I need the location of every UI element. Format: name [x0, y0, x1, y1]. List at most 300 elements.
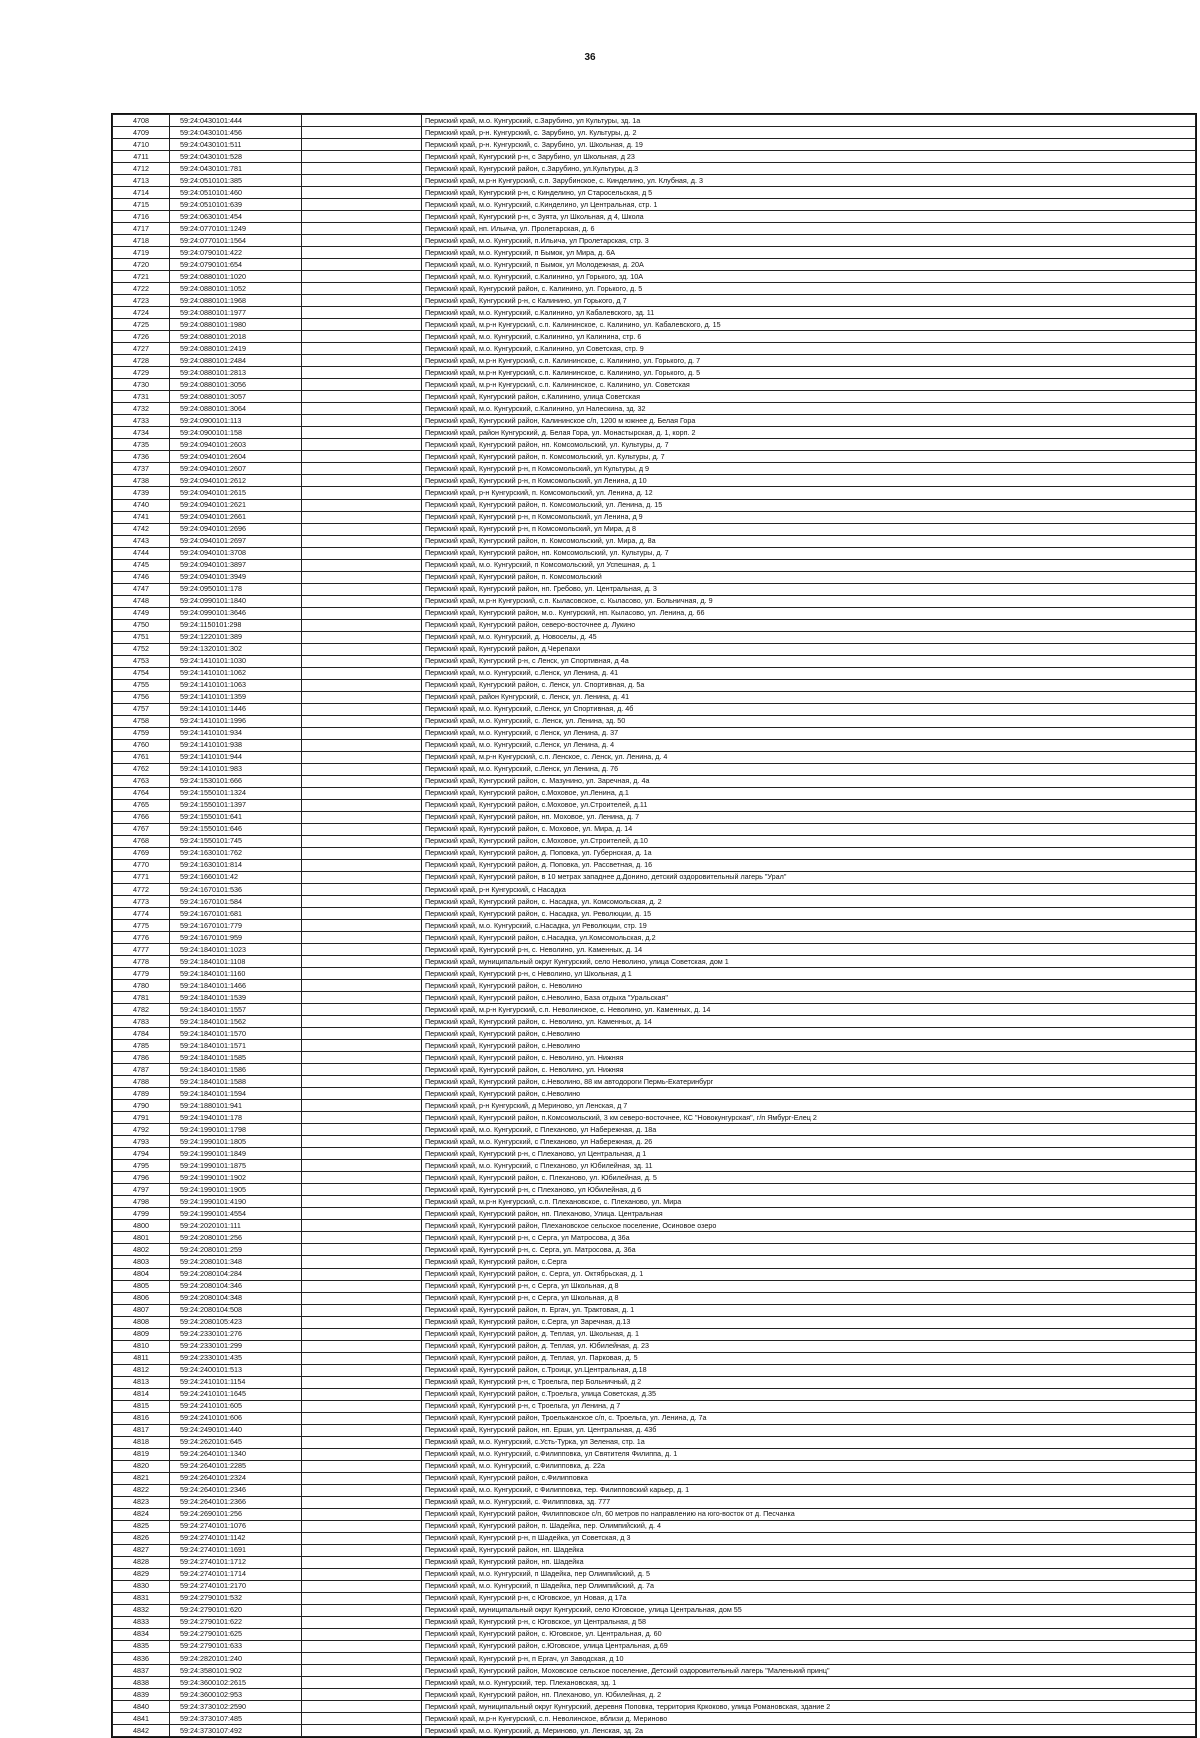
row-number-cell: 4731 [113, 391, 170, 403]
cadastral-number-cell: 59:24:1840101:1466 [170, 980, 302, 992]
cadastral-number-cell: 59:24:2020101:111 [170, 1220, 302, 1232]
cadastral-number-cell: 59:24:1880101:941 [170, 1100, 302, 1112]
address-cell: Пермский край, муниципальный округ Кунгурский, село Неволино, улица Советская, дом 1 [422, 956, 1196, 968]
row-number-cell: 4718 [113, 235, 170, 247]
table-row [113, 343, 1196, 355]
empty-cell [302, 1328, 422, 1340]
empty-cell [302, 571, 422, 583]
table-row [113, 1292, 1196, 1304]
cadastral-number-cell: 59:24:2080101:259 [170, 1244, 302, 1256]
row-number-cell: 4724 [113, 307, 170, 319]
cadastral-number-cell: 59:24:1550101:1324 [170, 787, 302, 799]
cadastral-number-cell: 59:24:0430101:444 [170, 115, 302, 127]
cadastral-number-cell: 59:24:0880101:2419 [170, 343, 302, 355]
address-cell: Пермский край, Кунгурский район, с.Филипповка [422, 1472, 1196, 1484]
table-row [113, 1689, 1196, 1701]
empty-cell [302, 643, 422, 655]
table-row [113, 127, 1196, 139]
row-number-cell: 4838 [113, 1677, 170, 1689]
row-number-cell: 4785 [113, 1040, 170, 1052]
cadastral-number-cell: 59:24:2490101:440 [170, 1424, 302, 1436]
table-row [113, 992, 1196, 1004]
empty-cell [302, 1340, 422, 1352]
cadastral-number-cell: 59:24:1320101:302 [170, 643, 302, 655]
address-cell: Пермский край, нп. Ильича, ул. Пролетарская, д. 6 [422, 223, 1196, 235]
address-cell: Пермский край, Кунгурский район, нп. Плеханово, Улица. Центральная [422, 1208, 1196, 1220]
table-row [113, 799, 1196, 811]
empty-cell [302, 1364, 422, 1376]
row-number-cell: 4798 [113, 1196, 170, 1208]
row-number-cell: 4770 [113, 859, 170, 871]
empty-cell [302, 1592, 422, 1604]
cadastral-number-cell: 59:24:2640101:1340 [170, 1448, 302, 1460]
address-cell: Пермский край, Кунгурский район, д. Теплая, ул. Юбилейная, д. 23 [422, 1340, 1196, 1352]
address-cell: Пермский край, м.о. Кунгурский, с.Усть-Турка, ул Зеленая, стр. 1а [422, 1436, 1196, 1448]
table-row [113, 811, 1196, 823]
empty-cell [302, 1520, 422, 1532]
cadastral-number-cell: 59:24:0940101:3949 [170, 571, 302, 583]
address-cell: Пермский край, Кунгурский район, нп. Шадейка [422, 1556, 1196, 1568]
empty-cell [302, 235, 422, 247]
table-row [113, 715, 1196, 727]
cadastral-number-cell: 59:24:1410101:983 [170, 763, 302, 775]
address-cell: Пермский край, Кунгурский район, с. Насадка, ул. Революции, д. 15 [422, 908, 1196, 920]
address-cell: Пермский край, Кунгурский район, п. Ергач, ул. Трактовая, д. 1 [422, 1304, 1196, 1316]
empty-cell [302, 1556, 422, 1568]
address-cell: Пермский край, р-н Кунгурский, п. Комсомольский, ул. Ленина, д. 12 [422, 487, 1196, 499]
address-cell: Пермский край, м.о. Кунгурский, с Плеханово, ул Набережная, д. 26 [422, 1136, 1196, 1148]
cadastral-number-cell: 59:24:3730107:485 [170, 1713, 302, 1725]
cadastral-number-cell: 59:24:2410101:605 [170, 1400, 302, 1412]
empty-cell [302, 211, 422, 223]
row-number-cell: 4804 [113, 1268, 170, 1280]
row-number-cell: 4753 [113, 655, 170, 667]
cadastral-number-cell: 59:24:1940101:178 [170, 1112, 302, 1124]
table-row [113, 367, 1196, 379]
table-row [113, 211, 1196, 223]
empty-cell [302, 980, 422, 992]
row-number-cell: 4767 [113, 823, 170, 835]
table-row [113, 259, 1196, 271]
empty-cell [302, 920, 422, 932]
address-cell: Пермский край, Кунгурский район, д. Поповка, ул. Рассветная, д. 16 [422, 859, 1196, 871]
empty-cell [302, 799, 422, 811]
address-cell: Пермский край, Кунгурский р-н, п Комсомольский, ул Ленина, д 9 [422, 511, 1196, 523]
row-number-cell: 4719 [113, 247, 170, 259]
empty-cell [302, 1640, 422, 1652]
cadastral-number-cell: 59:24:2790101:532 [170, 1592, 302, 1604]
empty-cell [302, 175, 422, 187]
cadastral-number-cell: 59:24:0880101:3057 [170, 391, 302, 403]
row-number-cell: 4808 [113, 1316, 170, 1328]
table-row [113, 1412, 1196, 1424]
table-row [113, 247, 1196, 259]
cadastral-number-cell: 59:24:1990101:1798 [170, 1124, 302, 1136]
cadastral-number-cell: 59:24:3600102:953 [170, 1689, 302, 1701]
table-row [113, 1280, 1196, 1292]
table-row [113, 896, 1196, 908]
empty-cell [302, 523, 422, 535]
cadastral-number-cell: 59:24:0950101:178 [170, 583, 302, 595]
empty-cell [302, 703, 422, 715]
row-number-cell: 4794 [113, 1148, 170, 1160]
address-cell: Пермский край, м.о. Кунгурский, с.Калинино, ул Калинина, стр. 6 [422, 331, 1196, 343]
row-number-cell: 4829 [113, 1568, 170, 1580]
empty-cell [302, 307, 422, 319]
table-row [113, 787, 1196, 799]
row-number-cell: 4727 [113, 343, 170, 355]
table-row [113, 1713, 1196, 1725]
table-row [113, 763, 1196, 775]
row-number-cell: 4754 [113, 667, 170, 679]
row-number-cell: 4728 [113, 355, 170, 367]
cadastral-number-cell: 59:24:0880101:1968 [170, 295, 302, 307]
empty-cell [302, 715, 422, 727]
row-number-cell: 4775 [113, 920, 170, 932]
table-row [113, 535, 1196, 547]
address-cell: Пермский край, Кунгурский район, нп. Комсомольский, ул. Культуры, д. 7 [422, 547, 1196, 559]
address-cell: Пермский край, Кунгурский район, с.Моховое, ул.Строителей, д.11 [422, 799, 1196, 811]
address-cell: Пермский край, м.о. Кунгурский, с. Ленск, ул. Ленина, зд. 50 [422, 715, 1196, 727]
table-row [113, 1424, 1196, 1436]
row-number-cell: 4734 [113, 427, 170, 439]
address-cell: Пермский край, Кунгурский р-н, с Серга, ул Матросова, д 36а [422, 1232, 1196, 1244]
address-cell: Пермский край, Кунгурский район, Филипповское с/п, 60 метров по направлению на юго-восток от д. Песчанка [422, 1508, 1196, 1520]
table-row [113, 1112, 1196, 1124]
address-cell: Пермский край, Кунгурский р-н, с Троельга, пер Больничный, д 2 [422, 1376, 1196, 1388]
table-row [113, 1400, 1196, 1412]
row-number-cell: 4763 [113, 775, 170, 787]
cadastral-number-cell: 59:24:1990101:1849 [170, 1148, 302, 1160]
address-cell: Пермский край, Кунгурский район, в 10 метрах западнее д.Донино, детский оздоровительный лагерь "Урал" [422, 871, 1196, 883]
empty-cell [302, 127, 422, 139]
cadastral-number-cell: 59:24:2740101:1691 [170, 1544, 302, 1556]
address-cell: Пермский край, м.о. Кунгурский, с.Калинино, ул Советская, стр. 9 [422, 343, 1196, 355]
address-cell: Пермский край, м.о. Кунгурский, с.Кинделино, ул Центральная, стр. 1 [422, 199, 1196, 211]
address-cell: Пермский край, Кунгурский район, нп. Комсомольский, ул. Культуры, д. 7 [422, 439, 1196, 451]
table-row [113, 932, 1196, 944]
row-number-cell: 4744 [113, 547, 170, 559]
address-cell: Пермский край, р-н Кунгурский, д Мериново, ул Ленская, д 7 [422, 1100, 1196, 1112]
empty-cell [302, 247, 422, 259]
table-row [113, 1220, 1196, 1232]
cadastral-number-cell: 59:24:2790101:620 [170, 1604, 302, 1616]
empty-cell [302, 271, 422, 283]
cadastral-number-cell: 59:24:0510101:460 [170, 187, 302, 199]
row-number-cell: 4712 [113, 163, 170, 175]
empty-cell [302, 1100, 422, 1112]
address-cell: Пермский край, Кунгурский р-н, п Комсомольский, ул Культуры, д 9 [422, 463, 1196, 475]
table-row [113, 1653, 1196, 1665]
empty-cell [302, 187, 422, 199]
address-cell: Пермский край, Кунгурский р-н, с Плеханово, ул Центральная, д 1 [422, 1148, 1196, 1160]
address-cell: Пермский край, Кунгурский р-н, с Плеханово, ул Юбилейная, д 6 [422, 1184, 1196, 1196]
row-number-cell: 4736 [113, 451, 170, 463]
address-cell: Пермский край, Кунгурский район, м.о.. Кунгурский, нп. Кыласово, ул. Ленина, д. 66 [422, 607, 1196, 619]
row-number-cell: 4817 [113, 1424, 170, 1436]
address-cell: Пермский край, р-н Кунгурский, с Насадка [422, 884, 1196, 896]
row-number-cell: 4824 [113, 1508, 170, 1520]
cadastral-number-cell: 59:24:1220101:389 [170, 631, 302, 643]
row-number-cell: 4768 [113, 835, 170, 847]
table-row [113, 655, 1196, 667]
row-number-cell: 4750 [113, 619, 170, 631]
table-row [113, 775, 1196, 787]
row-number-cell: 4788 [113, 1076, 170, 1088]
empty-cell [302, 1568, 422, 1580]
empty-cell [302, 1004, 422, 1016]
empty-cell [302, 451, 422, 463]
empty-cell [302, 1388, 422, 1400]
empty-cell [302, 1208, 422, 1220]
row-number-cell: 4837 [113, 1665, 170, 1677]
row-number-cell: 4827 [113, 1544, 170, 1556]
cadastral-number-cell: 59:24:1840101:1586 [170, 1064, 302, 1076]
row-number-cell: 4723 [113, 295, 170, 307]
empty-cell [302, 1256, 422, 1268]
table-row [113, 1028, 1196, 1040]
address-cell: Пермский край, муниципальный округ Кунгурский, деревня Поповка, территория Кркоково, улица Романовская, здание 2 [422, 1701, 1196, 1713]
row-number-cell: 4811 [113, 1352, 170, 1364]
cadastral-number-cell: 59:24:0510101:385 [170, 175, 302, 187]
cadastral-number-cell: 59:24:1550101:1397 [170, 799, 302, 811]
table-row [113, 703, 1196, 715]
row-number-cell: 4809 [113, 1328, 170, 1340]
table-row [113, 1628, 1196, 1640]
empty-cell [302, 908, 422, 920]
table-row [113, 607, 1196, 619]
row-number-cell: 4756 [113, 691, 170, 703]
cadastral-number-cell: 59:24:1410101:1062 [170, 667, 302, 679]
address-cell: Пермский край, Кунгурский район, с. Юговское, ул. Центральная, д. 60 [422, 1628, 1196, 1640]
address-cell: Пермский край, Кунгурский район, с.Неволино [422, 1088, 1196, 1100]
empty-cell [302, 1496, 422, 1508]
address-cell: Пермский край, Кунгурский район, с.Серга, ул Заречная, д.13 [422, 1316, 1196, 1328]
cadastral-number-cell: 59:24:0940101:3708 [170, 547, 302, 559]
address-cell: Пермский край, Кунгурский район, с. Мазунино, ул. Заречная, д. 4а [422, 775, 1196, 787]
address-cell: Пермский край, м.о. Кунгурский, п Шадейка, пер Олимпийский, д. 5 [422, 1568, 1196, 1580]
address-cell: Пермский край, м.о. Кунгурский, с.Калинино, ул Горького, зд. 10А [422, 271, 1196, 283]
address-cell: Пермский край, Кунгурский район, Плехановское сельское поселение, Осиновое озеро [422, 1220, 1196, 1232]
cadastral-number-cell: 59:24:1150101:298 [170, 619, 302, 631]
row-number-cell: 4781 [113, 992, 170, 1004]
address-cell: Пермский край, м.о. Кунгурский, д. Новоселы, д. 45 [422, 631, 1196, 643]
address-cell: Пермский край, район Кунгурский, д. Белая Гора, ул. Монастырская, д. 1, корп. 2 [422, 427, 1196, 439]
address-cell: Пермский край, Кунгурский район, с.Моховое, ул.Строителей, д.10 [422, 835, 1196, 847]
address-cell: Пермский край, Кунгурский район, с.Насадка, ул.Комсомольская, д.2 [422, 932, 1196, 944]
empty-cell [302, 896, 422, 908]
address-cell: Пермский край, м.о. Кунгурский, с.Ленск, ул Ленина, д. 76 [422, 763, 1196, 775]
table-row [113, 1532, 1196, 1544]
cadastral-number-cell: 59:24:1410101:1996 [170, 715, 302, 727]
row-number-cell: 4832 [113, 1604, 170, 1616]
table-row [113, 1208, 1196, 1220]
empty-cell [302, 1184, 422, 1196]
row-number-cell: 4737 [113, 463, 170, 475]
address-cell: Пермский край, Кунгурский р-н, п Ергач, ул Заводская, д 10 [422, 1653, 1196, 1665]
row-number-cell: 4761 [113, 751, 170, 763]
address-cell: Пермский край, муниципальный округ Кунгурский, село Юговское, улица Центральная, дом 55 [422, 1604, 1196, 1616]
cadastral-number-cell: 59:24:2080104:508 [170, 1304, 302, 1316]
row-number-cell: 4797 [113, 1184, 170, 1196]
empty-cell [302, 1508, 422, 1520]
row-number-cell: 4786 [113, 1052, 170, 1064]
table-row [113, 1232, 1196, 1244]
empty-cell [302, 1484, 422, 1496]
row-number-cell: 4747 [113, 583, 170, 595]
table-row [113, 403, 1196, 415]
empty-cell [302, 487, 422, 499]
cadastral-number-cell: 59:24:0880101:1980 [170, 319, 302, 331]
row-number-cell: 4830 [113, 1580, 170, 1592]
cadastral-number-cell: 59:24:1840101:1539 [170, 992, 302, 1004]
empty-cell [302, 1436, 422, 1448]
address-cell: Пермский край, Кунгурский район, д. Теплая, ул. Школьная, д. 1 [422, 1328, 1196, 1340]
empty-cell [302, 1052, 422, 1064]
table-row [113, 139, 1196, 151]
table-row [113, 175, 1196, 187]
empty-cell [302, 751, 422, 763]
address-cell: Пермский край, Кунгурский район, с. Ленск, ул. Спортивная, д. 5а [422, 679, 1196, 691]
empty-cell [302, 871, 422, 883]
cadastral-number-cell: 59:24:1840101:1108 [170, 956, 302, 968]
cadastral-number-cell: 59:24:0630101:454 [170, 211, 302, 223]
empty-cell [302, 1653, 422, 1665]
address-cell: Пермский край, м.о. Кунгурский, п.Ильича, ул Пролетарская, стр. 3 [422, 235, 1196, 247]
address-cell: Пермский край, Кунгурский район, п. Шадейка, пер. Олимпийский, д. 4 [422, 1520, 1196, 1532]
address-cell: Пермский край, м.о. Кунгурский, с.Ленск, ул Ленина, д. 4 [422, 739, 1196, 751]
row-number-cell: 4833 [113, 1616, 170, 1628]
empty-cell [302, 1713, 422, 1725]
address-cell: Пермский край, м.о. Кунгурский, с.Филипповка, ул Святителя Филиппа, д. 1 [422, 1448, 1196, 1460]
row-number-cell: 4823 [113, 1496, 170, 1508]
row-number-cell: 4742 [113, 523, 170, 535]
table-row [113, 871, 1196, 883]
cadastral-number-cell: 59:24:2740101:1142 [170, 1532, 302, 1544]
table-row [113, 847, 1196, 859]
table-row [113, 1268, 1196, 1280]
empty-cell [302, 607, 422, 619]
empty-cell [302, 1196, 422, 1208]
address-cell: Пермский край, Кунгурский р-н, с. Серга, ул. Матросова, д. 36а [422, 1244, 1196, 1256]
cadastral-number-cell: 59:24:2640101:2285 [170, 1460, 302, 1472]
cadastral-number-cell: 59:24:1990101:1875 [170, 1160, 302, 1172]
address-cell: Пермский край, м.о. Кунгурский, п Комсомольский, ул Успешная, д. 1 [422, 559, 1196, 571]
row-number-cell: 4715 [113, 199, 170, 211]
empty-cell [302, 1016, 422, 1028]
row-number-cell: 4749 [113, 607, 170, 619]
empty-cell [302, 295, 422, 307]
empty-cell [302, 1544, 422, 1556]
table-row [113, 1328, 1196, 1340]
address-cell: Пермский край, м.о. Кунгурский, с Филипповка, тер. Филипповский карьер, д. 1 [422, 1484, 1196, 1496]
table-row [113, 1352, 1196, 1364]
empty-cell [302, 475, 422, 487]
address-cell: Пермский край, Кунгурский р-н, п Комсомольский, ул Мира, д 8 [422, 523, 1196, 535]
address-cell: Пермский край, Кунгурский р-н, п Комсомольский, ул Ленина, д 10 [422, 475, 1196, 487]
address-cell: Пермский край, Кунгурский район, с. Неволино, ул. Нижняя [422, 1064, 1196, 1076]
table-row [113, 1016, 1196, 1028]
cadastral-number-cell: 59:24:2080104:346 [170, 1280, 302, 1292]
cadastral-number-cell: 59:24:0940101:2696 [170, 523, 302, 535]
row-number-cell: 4713 [113, 175, 170, 187]
cadastral-number-cell: 59:24:2330101:435 [170, 1352, 302, 1364]
table-row [113, 884, 1196, 896]
empty-cell [302, 331, 422, 343]
empty-cell [302, 439, 422, 451]
row-number-cell: 4779 [113, 968, 170, 980]
empty-cell [302, 223, 422, 235]
cadastral-number-cell: 59:24:3580101:902 [170, 1665, 302, 1677]
row-number-cell: 4814 [113, 1388, 170, 1400]
empty-cell [302, 1628, 422, 1640]
row-number-cell: 4820 [113, 1460, 170, 1472]
empty-cell [302, 667, 422, 679]
cadastral-number-cell: 59:24:1840101:1571 [170, 1040, 302, 1052]
table-row [113, 1052, 1196, 1064]
row-number-cell: 4840 [113, 1701, 170, 1713]
address-cell: Пермский край, м.р-н Кунгурский, с.п. Плехановское, с. Плеханово, ул. Мира [422, 1196, 1196, 1208]
table-row [113, 1568, 1196, 1580]
cadastral-number-cell: 59:24:1840101:1557 [170, 1004, 302, 1016]
cadastral-number-cell: 59:24:1630101:814 [170, 859, 302, 871]
cadastral-number-cell: 59:24:0940101:3897 [170, 559, 302, 571]
table-row [113, 631, 1196, 643]
cadastral-number-cell: 59:24:1550101:745 [170, 835, 302, 847]
cadastral-number-cell: 59:24:1670101:779 [170, 920, 302, 932]
row-number-cell: 4709 [113, 127, 170, 139]
table-row [113, 1520, 1196, 1532]
row-number-cell: 4717 [113, 223, 170, 235]
address-cell: Пермский край, Кунгурский район, с. Неволино, ул. Нижняя [422, 1052, 1196, 1064]
cadastral-number-cell: 59:24:2790101:622 [170, 1616, 302, 1628]
table-row [113, 1448, 1196, 1460]
cadastral-number-cell: 59:24:2080104:284 [170, 1268, 302, 1280]
row-number-cell: 4805 [113, 1280, 170, 1292]
empty-cell [302, 1400, 422, 1412]
property-table [112, 114, 1196, 1737]
empty-cell [302, 583, 422, 595]
table-row [113, 1580, 1196, 1592]
empty-cell [302, 1665, 422, 1677]
empty-cell [302, 139, 422, 151]
cadastral-number-cell: 59:24:0940101:2697 [170, 535, 302, 547]
table-row [113, 559, 1196, 571]
row-number-cell: 4732 [113, 403, 170, 415]
cadastral-number-cell: 59:24:2080105:423 [170, 1316, 302, 1328]
row-number-cell: 4831 [113, 1592, 170, 1604]
cadastral-number-cell: 59:24:2410101:606 [170, 1412, 302, 1424]
cadastral-number-cell: 59:24:0880101:2484 [170, 355, 302, 367]
cadastral-number-cell: 59:24:3730102:2590 [170, 1701, 302, 1713]
empty-cell [302, 1124, 422, 1136]
cadastral-number-cell: 59:24:1410101:1030 [170, 655, 302, 667]
table-row [113, 1004, 1196, 1016]
cadastral-number-cell: 59:24:1840101:1160 [170, 968, 302, 980]
table-row [113, 1460, 1196, 1472]
address-cell: Пермский край, м.р-н Кунгурский, с.п. Кыласовское, с. Кыласово, ул. Больничная, д. 9 [422, 595, 1196, 607]
address-cell: Пермский край, м.р-н Кунгурский, с.п. Калининское, с. Калинино, ул. Горького, д. 5 [422, 367, 1196, 379]
table-row [113, 235, 1196, 247]
row-number-cell: 4796 [113, 1172, 170, 1184]
address-cell: Пермский край, м.о. Кунгурский, с.Филипповка, д. 22а [422, 1460, 1196, 1472]
empty-cell [302, 343, 422, 355]
row-number-cell: 4743 [113, 535, 170, 547]
table-row [113, 619, 1196, 631]
empty-cell [302, 1076, 422, 1088]
row-number-cell: 4726 [113, 331, 170, 343]
cadastral-number-cell: 59:24:0900101:113 [170, 415, 302, 427]
